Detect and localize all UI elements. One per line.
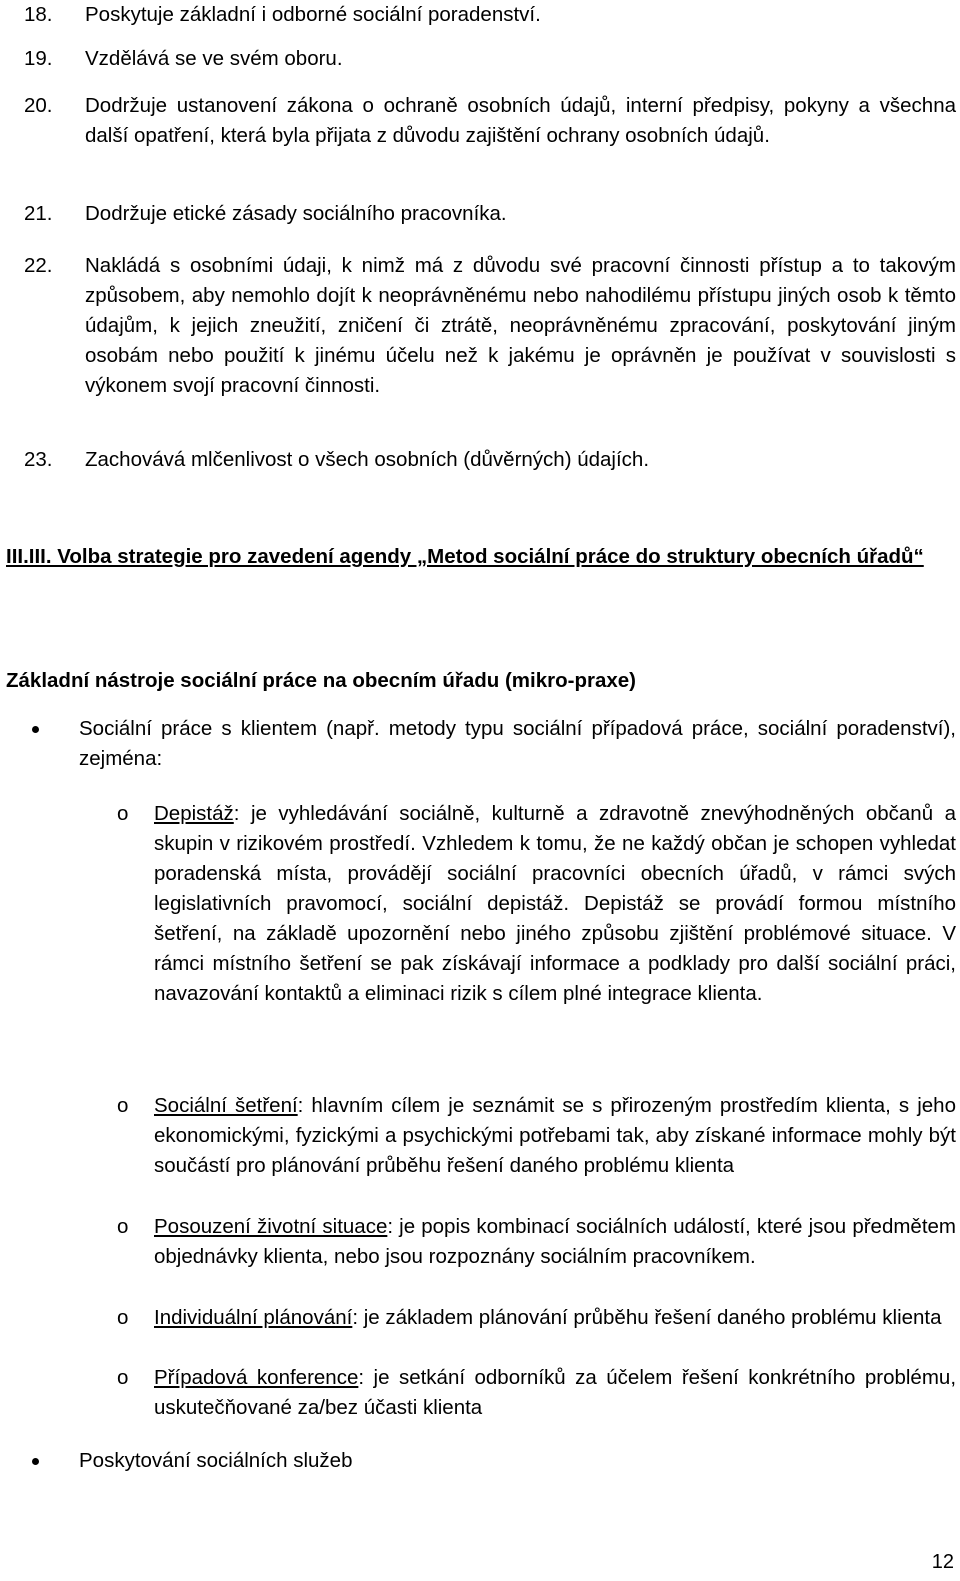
- sub-list-item: [117, 799, 956, 1009]
- list-item: [24, 0, 956, 30]
- list-item-text: Zachovává mlčenlivost o všech osobních (důvěrných) údajích.: [85, 448, 650, 471]
- circle-bullet-icon: o: [117, 1306, 129, 1329]
- list-item-text: Nakládá s osobními údaji, k nimž má z důvodu své pracovní činnosti přístup a to takovým způsobem, aby nemohlo dojít k neoprávněnému nebo nahodilému přístupu jiných osob k těmto údajům, k jejich zneužití, zničení či ztrátě, neoprávněnému zpracování, poskytování jiným osobám nebo použití k jinému účelu než k jakému je oprávněn je používat v souvislosti s výkonem svojí pracovní činnosti.: [85, 254, 956, 397]
- sub-list-item: [117, 1363, 956, 1423]
- list-item-text: Dodržuje ustanovení zákona o ochraně osobních údajů, interní předpisy, pokyny a všechna další opatření, která byla přijata z důvodu zajištění ochrany osobních údajů.: [85, 94, 956, 147]
- sub-item-description: : je vyhledávání sociálně, kulturně a zdravotně znevýhodněných občanů a skupin v rizikovém prostředí. Vzhledem k tomu, že ne každý občan je schopen vyhledat poradenská místa, provádějí sociální pracovníci obecních úřadů, v rámci svých legislativních pravomocí, sociální depistáž. Depistáž se provádí formou místního šetření, na základě upozornění nebo jiného způsobu zjištění problémové situace. V rámci místního šetření se pak získávají informace a podklady pro další sociální práci, navazování kontaktů a eliminaci rizik s cílem plné integrace klienta.: [154, 802, 956, 1005]
- sub-list-item: [117, 1212, 956, 1272]
- list-number: 21.: [24, 202, 53, 225]
- page-number: 12: [931, 1551, 954, 1573]
- sub-item-description: : hlavním cílem je seznámit se s přirozeným prostředím klienta, s jeho ekonomickými, fyzickými a psychickými potřebami tak, aby získané informace mohly být součástí pro plánování průběhu řešení daného problému klienta: [154, 1094, 956, 1177]
- list-item: [24, 251, 956, 401]
- sub-item-text: [154, 799, 956, 1009]
- bullet-item: [32, 714, 956, 774]
- sub-item-term: Depistáž: [154, 802, 234, 825]
- list-item-text: Vzdělává se ve svém oboru.: [85, 47, 343, 70]
- list-item: [24, 445, 956, 475]
- circle-bullet-icon: o: [117, 802, 129, 825]
- sub-item-text: [154, 1212, 956, 1272]
- bullet-dot-icon: [32, 1458, 39, 1465]
- sub-item-term: Individuální plánování: [154, 1306, 353, 1329]
- list-item-text: Poskytuje základní i odborné sociální poradenství.: [85, 3, 541, 26]
- list-number: 22.: [24, 254, 53, 277]
- sub-item-text: [154, 1303, 956, 1333]
- bullet-item: [32, 1446, 956, 1476]
- sub-item-text: [154, 1091, 956, 1181]
- list-number: 23.: [24, 448, 53, 471]
- list-number: 20.: [24, 94, 53, 117]
- sub-item-term: Sociální šetření: [154, 1094, 298, 1117]
- bullet-dot-icon: [32, 726, 39, 733]
- circle-bullet-icon: o: [117, 1094, 129, 1117]
- sub-item-text: [154, 1363, 956, 1423]
- sub-item-description: : je základem plánování průběhu řešení daného problému klienta: [352, 1306, 942, 1329]
- list-number: 19.: [24, 47, 53, 70]
- sub-item-term: Případová konference: [154, 1366, 359, 1389]
- list-item: [24, 199, 956, 229]
- sub-item-term: Posouzení životní situace: [154, 1215, 388, 1238]
- list-number: 18.: [24, 3, 53, 26]
- sub-list-item: [117, 1303, 956, 1333]
- sub-item-description: : je setkání odborníků za účelem řešení konkrétního problému, uskutečňované za/bez účasti klienta: [154, 1366, 957, 1419]
- list-item: [24, 44, 956, 74]
- subheading: Základní nástroje sociální práce na obecním úřadu (mikro-praxe): [6, 669, 636, 692]
- section-heading: III.III. Volba strategie pro zavedení agendy „Metod sociální práce do struktury obecních úřadů“: [6, 545, 924, 568]
- circle-bullet-icon: o: [117, 1366, 129, 1389]
- circle-bullet-icon: o: [117, 1215, 129, 1238]
- bullet-text: Poskytování sociálních služeb: [79, 1449, 353, 1472]
- list-item: [24, 91, 956, 151]
- sub-item-description: : je popis kombinací sociálních událostí, které jsou předmětem objednávky klienta, nebo jsou rozpoznány sociálním pracovníkem.: [154, 1215, 957, 1268]
- bullet-text: Sociální práce s klientem (např. metody typu sociální případová práce, sociální poradenství), zejména:: [79, 717, 956, 770]
- list-item-text: Dodržuje etické zásady sociálního pracovníka.: [85, 202, 507, 225]
- sub-list-item: [117, 1091, 956, 1181]
